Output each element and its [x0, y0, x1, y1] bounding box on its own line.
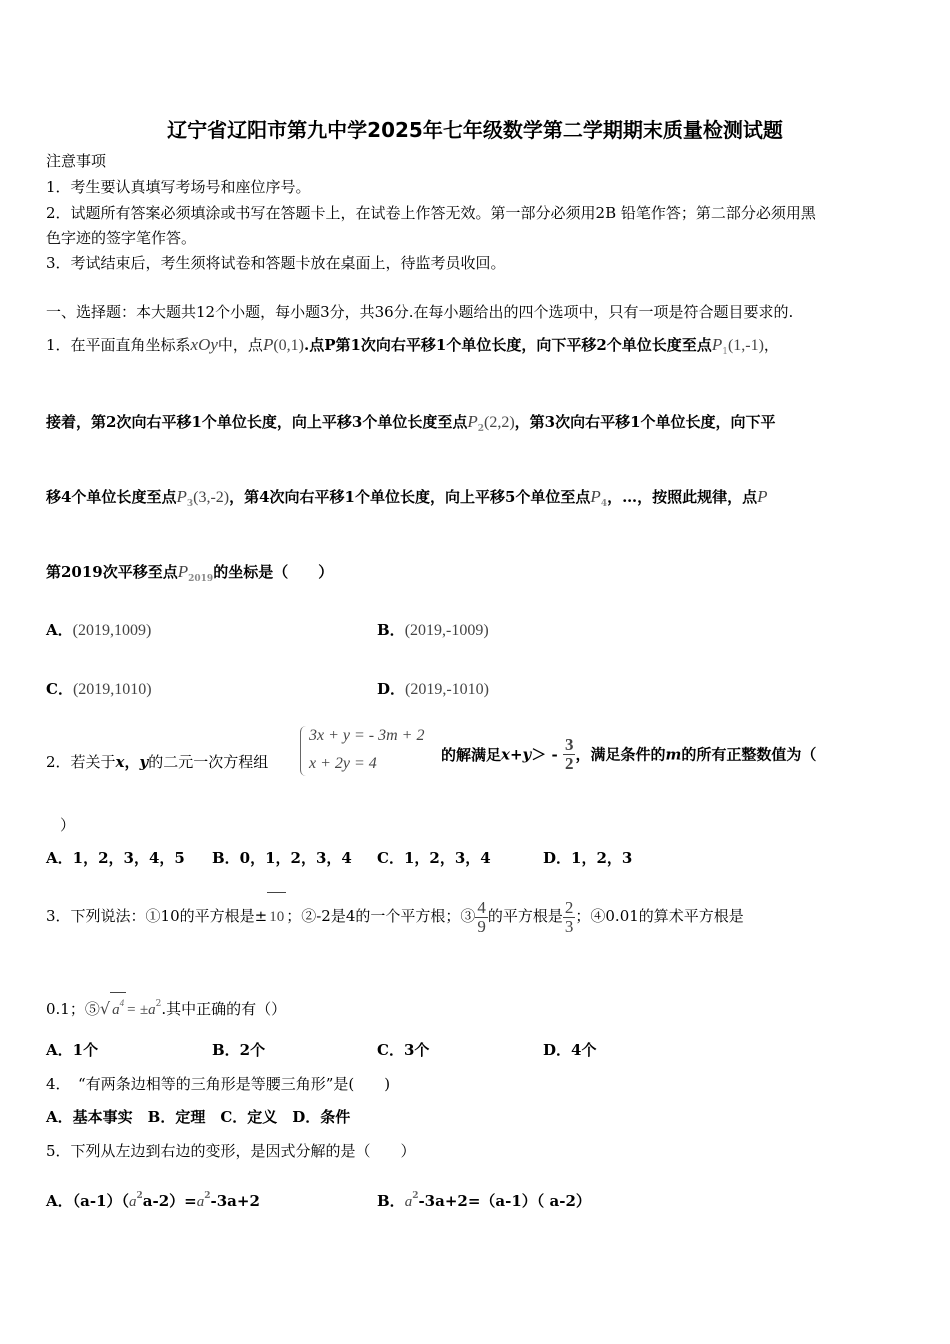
q3-option-a[interactable]: A．1个 — [46, 1041, 99, 1059]
q1-p4-sub: 4 — [600, 499, 608, 509]
q1-point-p-end: P — [757, 487, 768, 506]
q3-option-d[interactable]: D．4个 — [543, 1041, 597, 1059]
notice-item-1: 1．考生要认真填写考场号和座位序号。 — [46, 178, 311, 196]
q1-p3: P — [176, 487, 187, 506]
q1-p2-coord: (2,2) — [483, 414, 515, 431]
q1-p1-coord: (1,-1) — [727, 337, 764, 354]
q3-fraction-2-3: $\frac{2}{3}$ — [564, 897, 574, 936]
q1-line-2 — [46, 412, 776, 439]
q2-brace — [300, 726, 307, 776]
q2-option-c[interactable]: C．1，2，3，4 — [377, 849, 491, 867]
q3-line-1: 3．下列说法：①10的平方根是± 10 ；②-2是4的一个平方根；③ $\frac{4}{9}$ 的平方根是 $\frac{2}{3}$ ；④0.01的算术平方根是 — [46, 892, 744, 941]
q2-var-x: x — [115, 753, 125, 771]
q3-sqrt-a4: $a^4$ — [110, 992, 126, 1020]
q5-option-b[interactable]: B．$a^2-3a+2=(a-1)$（ a-2） — [377, 1191, 591, 1210]
q2-option-a[interactable]: A．1，2，3，4，5 — [46, 849, 185, 867]
q2-line-1a: 2．若关于x，y的二元一次方程组 — [46, 753, 269, 771]
q1-p2: P — [467, 412, 478, 431]
q4-question: 4． “有两条边相等的三角形是等腰三角形”是( ) — [46, 1075, 391, 1093]
q5-option-a[interactable]: A．$(a-1)(a^2a-2)=a^2-3a+2$ — [46, 1191, 260, 1210]
notice-item-3: 3．考试结束后，考生须将试卷和答题卡放在桌面上，待监考员收回。 — [46, 254, 506, 272]
q2-equation-system — [300, 726, 440, 778]
q5-question: 5．下列从左边到右边的变形，是因式分解的是（ ） — [46, 1142, 416, 1160]
q1-text-a: 1．在平面直角坐标系 — [46, 336, 191, 354]
q4-options[interactable]: A．基本事实 B．定理 C．定义 D．条件 — [46, 1108, 351, 1126]
q1-option-b[interactable]: B．(2019,-1009) — [377, 621, 489, 639]
q3-option-c[interactable]: C．3个 — [377, 1041, 430, 1059]
q2-eq-2: x + 2y = 4 — [309, 755, 377, 772]
q1-text-d: ， — [763, 336, 779, 354]
q1-text-c: .点P第1次向右平移1个单位长度，向下平移2个单位长度至点 — [303, 336, 712, 354]
q1-option-c[interactable]: C．(2019,1010) — [46, 680, 152, 698]
q2-cond: x+y — [501, 745, 532, 764]
q1-l3-b: ，第4次向右平移1个单位长度，向上平移5个单位至点 — [229, 488, 591, 506]
page-title: 辽宁省辽阳市第九中学2025年七年级数学第二学期期末质量检测试题 — [167, 118, 783, 142]
q1-p4: P — [590, 487, 601, 506]
q1-p2019: P — [177, 562, 189, 581]
q1-l3-c: ，…，按照此规律，点 — [607, 488, 758, 506]
q1-p2-sub: 2 — [477, 424, 484, 434]
notice-heading: 注意事项 — [46, 152, 107, 170]
q1-point-p: P — [262, 335, 274, 354]
q1-p3-coord: (3,-2) — [193, 489, 230, 506]
q2-var-y: y — [139, 753, 149, 771]
q2-close-paren: ） — [60, 816, 76, 834]
q2-line-1b: 的解满足x+y＞ - $\frac{3}{2}$ ，满足条件的m的所有正整数值为（ — [441, 735, 817, 773]
q1-p2019-sub: 2019 — [188, 574, 214, 584]
q3-fraction-4-9: $\frac{4}{9}$ — [477, 897, 486, 936]
q3-sqrt-10: 10 — [267, 892, 286, 941]
q3-line-2: 0.1；⑤√ $a^4 = \pm a^2$.其中正确的有（） — [46, 992, 286, 1020]
q1-line-1 — [46, 335, 779, 362]
q1-p3-sub: 3 — [186, 499, 194, 509]
notice-item-2-cont: 色字迹的签字笔作答。 — [46, 229, 197, 247]
q2-eq-1: 3x + y = - 3m + 2 — [309, 727, 425, 744]
q1-l4-b: 的坐标是（ ） — [213, 563, 334, 581]
q1-line-4 — [46, 562, 333, 589]
q2-option-b[interactable]: B．0，1，2，3，4 — [212, 849, 352, 867]
q1-xoy: xOy — [190, 335, 218, 354]
q1-p1-sub: 1 — [722, 347, 728, 357]
q2-fraction: $\frac{3}{2}$ — [564, 735, 574, 773]
q2-option-d[interactable]: D．1，2，3 — [543, 849, 633, 867]
q1-p1: P — [711, 335, 723, 354]
q1-text-b: 中，点 — [217, 336, 263, 354]
q1-l2-a: 接着，第2次向右平移1个单位长度，向上平移3个单位长度至点 — [46, 413, 468, 431]
q1-l2-b: ，第3次向右平移1个单位长度，向下平 — [514, 413, 776, 431]
q1-p-coord: (0,1) — [273, 337, 304, 354]
q1-line-3 — [46, 487, 767, 514]
notice-item-2: 2．试题所有答案必须填涂或书写在答题卡上，在试卷上作答无效。第一部分必须用2B 铅笔作答；第二部分必须用黑 — [46, 204, 816, 222]
q2-var-m: m — [665, 745, 682, 764]
q1-l3-a: 移4个单位长度至点 — [46, 488, 177, 506]
q3-option-b[interactable]: B．2个 — [212, 1041, 266, 1059]
q1-option-a[interactable]: A．(2019,1009) — [46, 621, 152, 639]
q1-option-d[interactable]: D．(2019,-1010) — [377, 680, 489, 698]
q1-l4-a: 第2019次平移至点 — [46, 563, 178, 581]
section-heading: 一、选择题：本大题共12个小题，每小题3分，共36分.在每小题给出的四个选项中，只有一项是符合题目要求的. — [46, 303, 794, 321]
